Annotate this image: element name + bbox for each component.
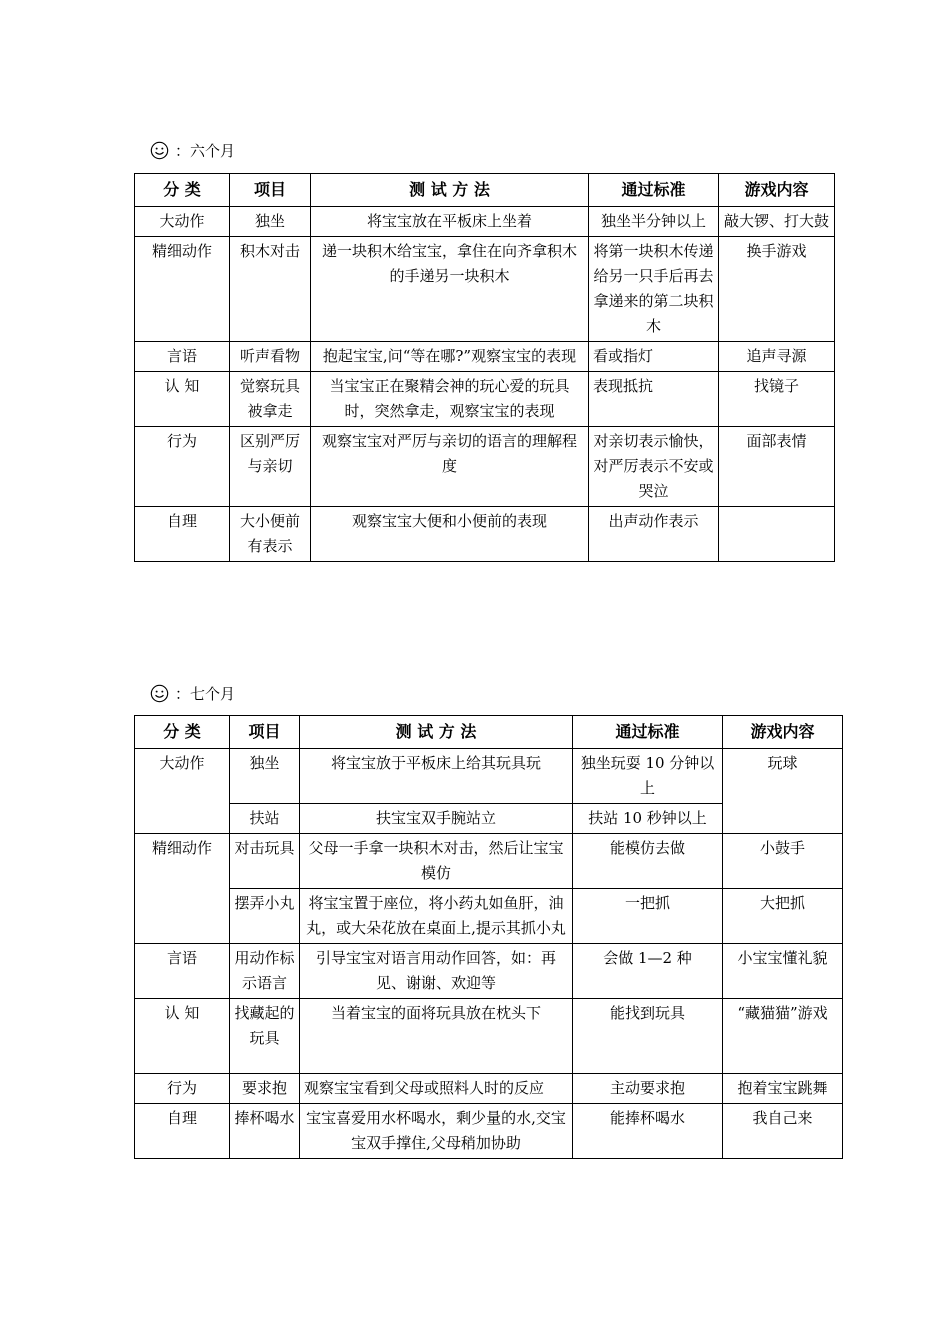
cell-standard: 将第一块积木传递给另一只手后再去拿递来的第二块积木 bbox=[589, 237, 719, 342]
cell-item: 找藏起的玩具 bbox=[230, 999, 300, 1074]
section-heading-text: ：七个月 bbox=[175, 685, 236, 703]
cell-method: 观察宝宝看到父母或照料人时的反应 bbox=[300, 1074, 573, 1104]
cell-method: 当着宝宝的面将玩具放在枕头下 bbox=[300, 999, 573, 1074]
cell-standard: 独坐半分钟以上 bbox=[589, 207, 719, 237]
table-row bbox=[135, 207, 835, 237]
cell-category: 自理 bbox=[135, 507, 230, 562]
cell-game: 小鼓手 bbox=[723, 834, 843, 889]
cell-method: 父母一手拿一块积木对击，然后让宝宝模仿 bbox=[300, 834, 573, 889]
cell-method: 当宝宝正在聚精会神的玩心爱的玩具时，突然拿走，观察宝宝的表现 bbox=[311, 372, 589, 427]
cell-method: 抱起宝宝,问“等在哪?”观察宝宝的表现 bbox=[311, 342, 589, 372]
cell-game bbox=[719, 507, 835, 562]
cell-method: 将宝宝放在平板床上坐着 bbox=[311, 207, 589, 237]
cell-item: 听声看物 bbox=[230, 342, 311, 372]
cell-method: 观察宝宝大便和小便前的表现 bbox=[311, 507, 589, 562]
header-category: 分 类 bbox=[135, 174, 230, 207]
cell-method: 扶宝宝双手腕站立 bbox=[300, 804, 573, 834]
table-row bbox=[135, 1104, 843, 1159]
cell-method: 宝宝喜爱用水杯喝水，剩少量的水,交宝宝双手撑住,父母稍加协助 bbox=[300, 1104, 573, 1159]
table-row bbox=[135, 237, 835, 342]
cell-standard: 扶站 10 秒钟以上 bbox=[573, 804, 723, 834]
table-row bbox=[135, 834, 843, 889]
table-row bbox=[135, 507, 835, 562]
cell-method: 引导宝宝对语言用动作回答，如：再见、谢谢、欢迎等 bbox=[300, 944, 573, 999]
cell-game: 小宝宝懂礼貌 bbox=[723, 944, 843, 999]
cell-category: 认 知 bbox=[135, 999, 230, 1074]
section-heading-seven-months bbox=[150, 683, 235, 704]
cell-method: 观察宝宝对严厉与亲切的语言的理解程度 bbox=[311, 427, 589, 507]
cell-game: 我自己来 bbox=[723, 1104, 843, 1159]
table-row bbox=[135, 372, 835, 427]
table-row bbox=[135, 999, 843, 1074]
header-item: 项目 bbox=[230, 174, 311, 207]
header-game: 游戏内容 bbox=[723, 716, 843, 749]
cell-item: 扶站 bbox=[230, 804, 300, 834]
cell-standard: 看或指灯 bbox=[589, 342, 719, 372]
cell-standard: 能找到玩具 bbox=[573, 999, 723, 1074]
cell-item: 积木对击 bbox=[230, 237, 311, 342]
cell-method: 将宝宝置于座位，将小药丸如鱼肝，油丸，或大朵花放在桌面上,提示其抓小丸 bbox=[300, 889, 573, 944]
cell-game: “藏猫猫”游戏 bbox=[723, 999, 843, 1074]
cell-standard: 能捧杯喝水 bbox=[573, 1104, 723, 1159]
smiley-icon bbox=[150, 141, 169, 160]
table-row bbox=[135, 944, 843, 999]
cell-category: 行为 bbox=[135, 427, 230, 507]
cell-item: 觉察玩具被拿走 bbox=[230, 372, 311, 427]
cell-item: 大小便前有表示 bbox=[230, 507, 311, 562]
cell-category: 大动作 bbox=[135, 749, 230, 834]
cell-category: 行为 bbox=[135, 1074, 230, 1104]
header-item: 项目 bbox=[230, 716, 300, 749]
cell-standard: 表现抵抗 bbox=[589, 372, 719, 427]
table-row bbox=[135, 749, 843, 804]
cell-item: 独坐 bbox=[230, 207, 311, 237]
table-row bbox=[135, 889, 843, 944]
header-category: 分 类 bbox=[135, 716, 230, 749]
table-header-row bbox=[135, 716, 843, 749]
cell-standard: 独坐玩耍 10 分钟以上 bbox=[573, 749, 723, 804]
cell-category: 大动作 bbox=[135, 207, 230, 237]
section-heading-six-months bbox=[150, 140, 235, 161]
section-heading-text: ：六个月 bbox=[175, 142, 236, 160]
cell-category: 言语 bbox=[135, 944, 230, 999]
cell-item: 独坐 bbox=[230, 749, 300, 804]
cell-standard: 对亲切表示愉快，对严厉表示不安或哭泣 bbox=[589, 427, 719, 507]
cell-category: 认 知 bbox=[135, 372, 230, 427]
table-row bbox=[135, 342, 835, 372]
cell-standard: 主动要求抱 bbox=[573, 1074, 723, 1104]
table-row bbox=[135, 1074, 843, 1104]
cell-standard: 出声动作表示 bbox=[589, 507, 719, 562]
cell-item: 捧杯喝水 bbox=[230, 1104, 300, 1159]
header-method: 测 试 方 法 bbox=[311, 174, 589, 207]
header-game: 游戏内容 bbox=[719, 174, 835, 207]
cell-game: 大把抓 bbox=[723, 889, 843, 944]
seven-month-table bbox=[134, 715, 843, 1159]
cell-category: 精细动作 bbox=[135, 834, 230, 944]
cell-category: 言语 bbox=[135, 342, 230, 372]
cell-game: 敲大锣、打大鼓 bbox=[719, 207, 835, 237]
cell-game: 面部表情 bbox=[719, 427, 835, 507]
cell-item: 要求抱 bbox=[230, 1074, 300, 1104]
cell-game: 玩球 bbox=[723, 749, 843, 834]
smiley-icon bbox=[150, 684, 169, 703]
cell-standard: 能模仿去做 bbox=[573, 834, 723, 889]
cell-method: 递一块积木给宝宝，拿住在向齐拿积木的手递另一块积木 bbox=[311, 237, 589, 342]
cell-item: 用动作标示语言 bbox=[230, 944, 300, 999]
cell-game: 换手游戏 bbox=[719, 237, 835, 342]
cell-method: 将宝宝放于平板床上给其玩具玩 bbox=[300, 749, 573, 804]
cell-item: 对击玩具 bbox=[230, 834, 300, 889]
cell-standard: 一把抓 bbox=[573, 889, 723, 944]
table-row bbox=[135, 427, 835, 507]
header-standard: 通过标准 bbox=[573, 716, 723, 749]
six-month-table bbox=[134, 173, 835, 562]
cell-standard: 会做 1—2 种 bbox=[573, 944, 723, 999]
cell-category: 精细动作 bbox=[135, 237, 230, 342]
cell-category: 自理 bbox=[135, 1104, 230, 1159]
header-standard: 通过标准 bbox=[589, 174, 719, 207]
cell-game: 追声寻源 bbox=[719, 342, 835, 372]
table-header-row bbox=[135, 174, 835, 207]
cell-item: 摆弄小丸 bbox=[230, 889, 300, 944]
cell-game: 找镜子 bbox=[719, 372, 835, 427]
cell-game: 抱着宝宝跳舞 bbox=[723, 1074, 843, 1104]
header-method: 测 试 方 法 bbox=[300, 716, 573, 749]
cell-item: 区别严厉与亲切 bbox=[230, 427, 311, 507]
